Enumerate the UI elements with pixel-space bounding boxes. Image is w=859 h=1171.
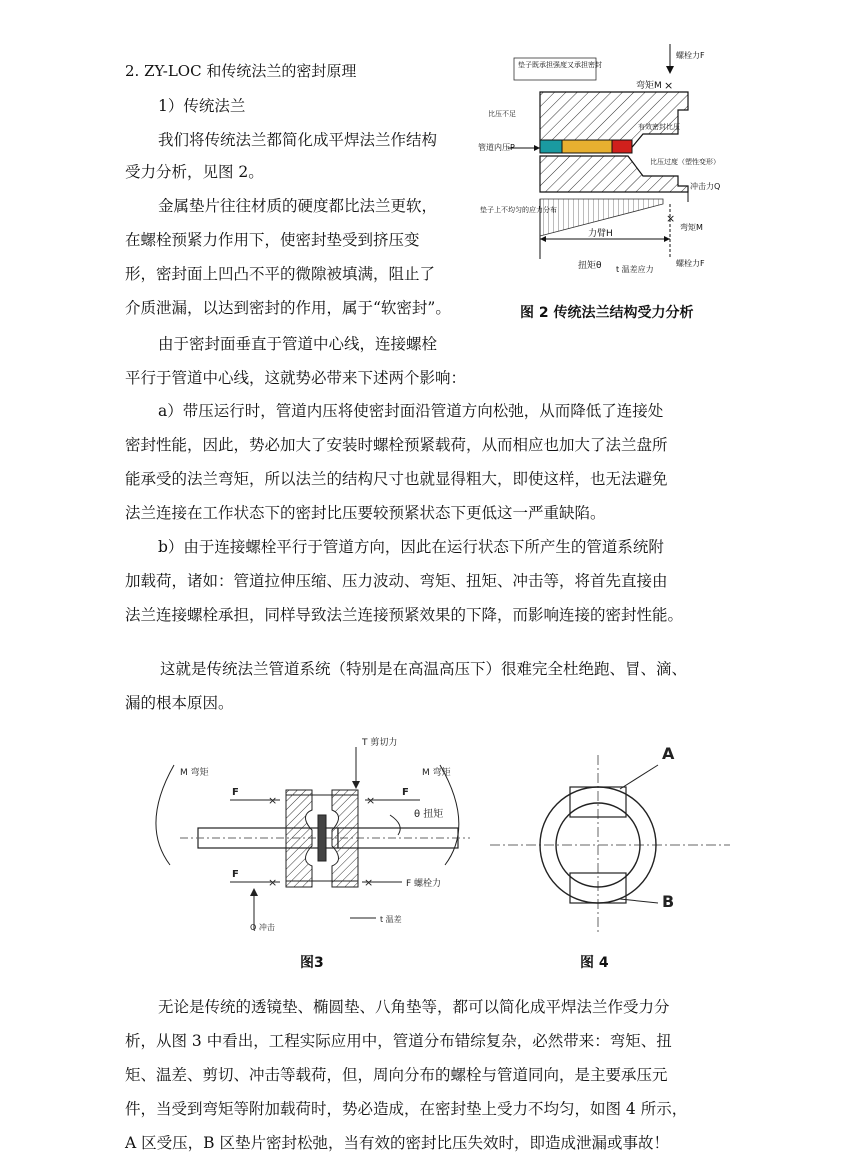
fig3-label: M 弯矩 <box>180 768 209 778</box>
fig2-label: 管道内压P <box>478 143 515 152</box>
svg-text:×: × <box>664 79 674 92</box>
fig2-label: 比压不足 <box>488 110 516 118</box>
fig3-label: F <box>402 787 409 798</box>
figure-3-caption: 图3 <box>300 955 324 971</box>
figure-3 <box>140 735 470 945</box>
fig3-label: t 温差 <box>380 915 402 924</box>
svg-text:×: × <box>268 794 278 807</box>
text-line: 由于密封面垂直于管道中心线，连接螺栓 <box>158 335 438 353</box>
fig3-label: F <box>232 787 239 798</box>
figure-4 <box>490 735 730 945</box>
fig2-label: 有效密封比压 <box>638 123 680 131</box>
text-line: A 区受压，B 区垫片密封松弛，当有效的密封比压失效时，即造成泄漏或事故！ <box>125 1134 669 1152</box>
fig2-label: 冲击力Q <box>690 182 721 191</box>
fig2-label: 垫子上不均匀的应力分布 <box>480 206 557 214</box>
figure-2 <box>478 44 738 284</box>
text-line: 受力分析，见图 2。 <box>125 163 264 181</box>
fig2-label: 弯矩M <box>636 81 662 91</box>
text-line: 介质泄漏，以达到密封的作用，属于“软密封”。 <box>125 299 451 317</box>
zone-a-label: A <box>662 744 675 763</box>
fig2-label: 力臂H <box>588 229 613 239</box>
fig2-label: 螺栓力F <box>676 259 705 268</box>
fig2-label: t 温差应力 <box>616 265 654 274</box>
text-line: 这就是传统法兰管道系统（特别是在高温高压下）很难完全杜绝跑、冒、滴、 <box>160 660 688 678</box>
svg-text:×: × <box>666 212 676 225</box>
text-line: 件，当受到弯矩等附加载荷时，势必造成，在密封垫上受力不均匀，如图 4 所示， <box>125 1100 688 1118</box>
text-line: 金属垫片往往材质的硬度都比法兰更软， <box>158 197 438 215</box>
fig2-label: 比压过度（塑性变形） <box>650 158 720 166</box>
text-line: 形，密封面上凹凸不平的微隙被填满，阻止了 <box>125 265 436 283</box>
svg-text:×: × <box>366 794 376 807</box>
text-line: 析，从图 3 中看出，工程实际应用中，管道分布错综复杂，必然带来：弯矩、扭 <box>125 1032 672 1050</box>
flange-pipe-loads-diagram <box>140 735 470 945</box>
svg-text:×: × <box>364 876 374 889</box>
text-line: 法兰连接螺栓承担，同样导致法兰连接预紧效果的下降，而影响连接的密封性能。 <box>125 606 684 624</box>
fig3-label: F 螺栓力 <box>406 879 442 889</box>
flange-force-diagram <box>478 44 738 284</box>
zone-b-label: B <box>662 892 675 911</box>
text-line: 矩、温差、剪切、冲击等载荷，但，周向分布的螺栓与管道同向，是主要承压元 <box>125 1066 668 1084</box>
fig2-label: 扭矩θ <box>578 261 602 271</box>
section-heading: 2. ZY-LOC 和传统法兰的密封原理 <box>125 62 357 80</box>
text-line: 在螺栓预紧力作用下，使密封垫受到挤压变 <box>125 231 420 249</box>
text-line: 加载荷，诸如：管道拉伸压缩、压力波动、弯矩、扭矩、冲击等，将首先直接由 <box>125 572 668 590</box>
figure-4-caption: 图 4 <box>580 955 609 971</box>
fig3-label: M 弯矩 <box>422 768 451 778</box>
fig3-label: θ 扭矩 <box>414 809 444 820</box>
subsection-heading: 1）传统法兰 <box>158 97 246 115</box>
fig2-label: 垫子既承担强度又承担密封 <box>518 61 602 69</box>
fig2-label: 弯矩M <box>680 223 703 232</box>
text-line: 密封性能，因此，势必加大了安装时螺栓预紧载荷，从而相应也加大了法兰盘所 <box>125 436 668 454</box>
text-line: 能承受的法兰弯矩，所以法兰的结构尺寸也就显得粗大，即使这样，也无法避免 <box>125 470 668 488</box>
text-line: a）带压运行时，管道内压将使密封面沿管道方向松弛，从而降低了连接处 <box>158 402 664 420</box>
figure-2-caption: 图 2 传统法兰结构受力分析 <box>520 305 694 321</box>
gasket-pressure-diagram <box>490 735 730 945</box>
fig2-label: 螺栓力F <box>676 51 705 60</box>
fig3-label: T 剪切力 <box>362 738 398 748</box>
text-line: b）由于连接螺栓平行于管道方向，因此在运行状态下所产生的管道系统附 <box>158 538 664 556</box>
text-line: 漏的根本原因。 <box>125 694 234 712</box>
text-line: 无论是传统的透镜垫、椭圆垫、八角垫等，都可以简化成平焊法兰作受力分 <box>158 998 670 1016</box>
text-line: 我们将传统法兰都简化成平焊法兰作结构 <box>158 131 438 149</box>
text-line: 平行于管道中心线，这就势必带来下述两个影响： <box>125 369 467 387</box>
text-line: 法兰连接在工作状态下的密封比压要较预紧状态下更低这一严重缺陷。 <box>125 504 606 522</box>
fig3-label: Q 冲击 <box>250 923 275 932</box>
svg-text:×: × <box>268 876 278 889</box>
fig3-label: F <box>232 869 239 880</box>
